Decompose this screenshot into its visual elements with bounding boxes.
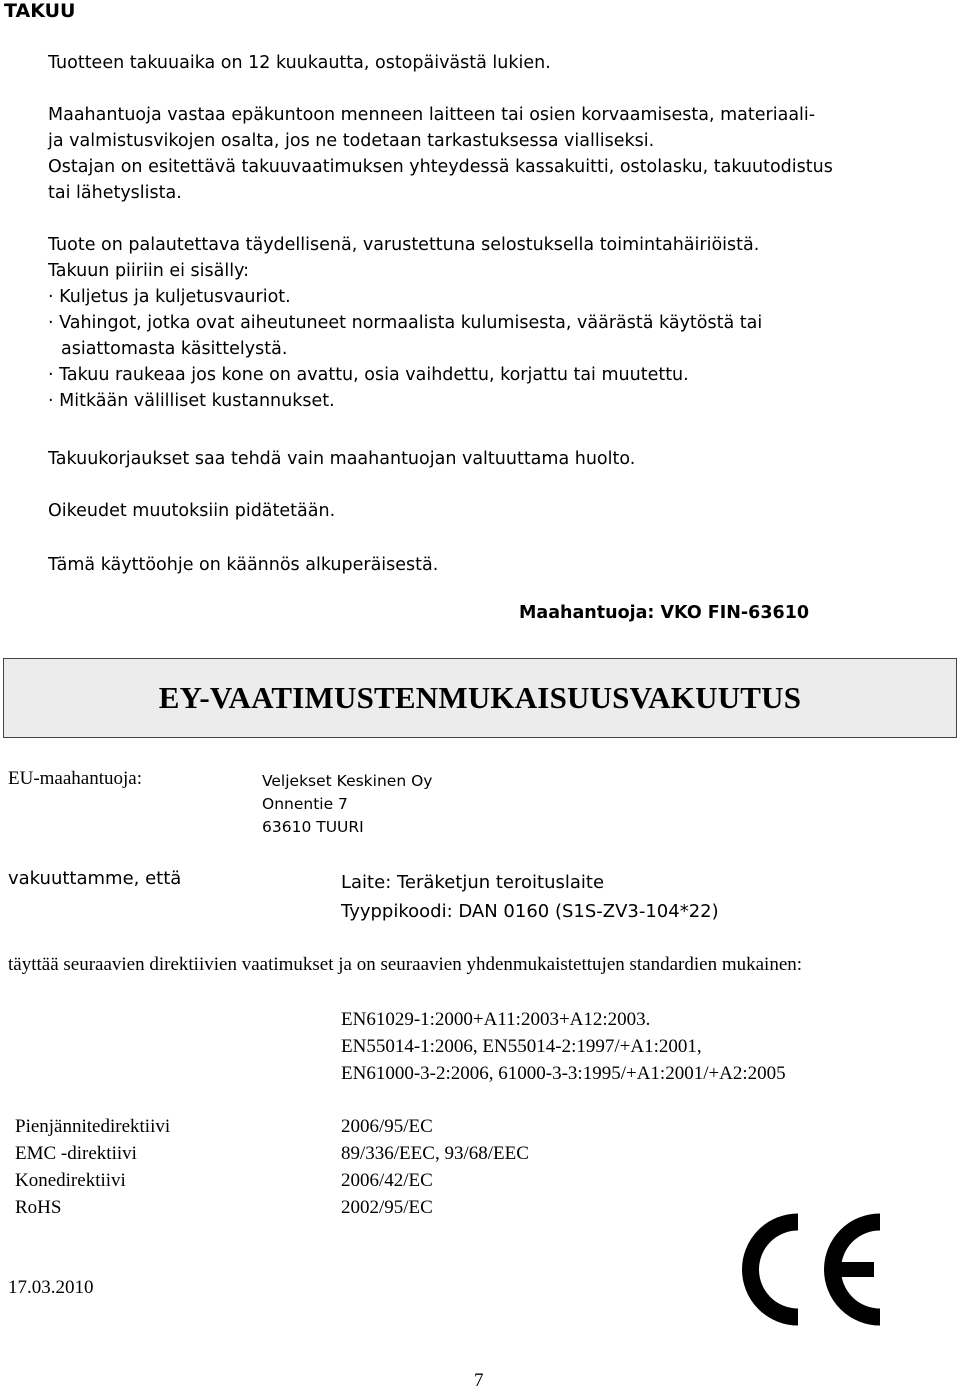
directive-value: 2006/42/EC [341, 1170, 433, 1191]
text-line: ja valmistusvikojen osalta, jos ne todetaan tarkastuksessa vialliseksi. [48, 131, 655, 151]
text-line: tai lähetyslista. [48, 183, 182, 203]
device-name: Laite: Teräketjun teroituslaite [341, 872, 605, 893]
directive-name: EMC -direktiivi [15, 1143, 137, 1164]
device-type-code: Tyyppikoodi: DAN 0160 (S1S-ZV3-104*22) [341, 901, 719, 922]
standard-line: EN61029-1:2000+A11:2003+A12:2003. [341, 1009, 651, 1030]
directive-name: Konedirektiivi [15, 1170, 126, 1191]
declare-label: vakuuttamme, että [8, 868, 182, 889]
device-info [341, 868, 719, 926]
company-street: Onnentie 7 [262, 795, 348, 813]
bullet-item: · Kuljetus ja kuljetusvauriot. [48, 287, 291, 307]
text-line: Maahantuoja vastaa epäkuntoon menneen laitteen tai osien korvaamisesta, materiaali- [48, 105, 816, 125]
text-line: Tuote on palautettava täydellisenä, varustettuna selostuksella toimintahäiriöistä. [48, 235, 760, 255]
standard-line: EN55014-1:2006, EN55014-2:1997/+A1:2001, [341, 1036, 702, 1057]
fulfils-statement: täyttää seuraavien direktiivien vaatimukset ja on seuraavien yhdenmukaistettujen standardien mukainen: [8, 954, 803, 975]
company-address [262, 770, 432, 839]
warranty-heading: TAKUU [4, 0, 76, 22]
directive-value: 2002/95/EC [341, 1197, 433, 1218]
company-city: 63610 TUURI [262, 818, 364, 836]
warranty-paragraph-liability [48, 102, 948, 206]
declaration-title: EY-VAATIMUSTENMUKAISUUSVAKUUTUS [158, 680, 802, 715]
bullet-item: · Vahingot, jotka ovat aiheutuneet normaalista kulumisesta, väärästä käytöstä tai [48, 313, 763, 333]
warranty-translation-text: Tämä käyttöohje on käännös alkuperäisestä. [48, 555, 439, 575]
directive-name: RoHS [15, 1197, 62, 1218]
ce-mark-icon [728, 1212, 890, 1327]
directive-name: Pienjännitedirektiivi [15, 1116, 171, 1137]
text-line: Ostajan on esitettävä takuuvaatimuksen yhteydessä kassakuitti, ostolasku, takuutodistus [48, 157, 833, 177]
directive-names [15, 1113, 170, 1221]
company-name: Veljekset Keskinen Oy [262, 772, 433, 790]
bullet-item: · Takuu raukeaa jos kone on avattu, osia vaihdettu, korjattu tai muutettu. [48, 365, 689, 385]
bullet-item: · Mitkään välilliset kustannukset. [48, 391, 335, 411]
directive-value: 2006/95/EC [341, 1116, 433, 1137]
bullet-continuation: asiattomasta käsittelystä. [61, 339, 288, 359]
directive-values [341, 1113, 529, 1221]
standards-list [341, 1006, 786, 1087]
warranty-period-text: Tuotteen takuuaika on 12 kuukautta, ostopäivästä lukien. [48, 53, 551, 73]
standard-line: EN61000-3-2:2006, 61000-3-3:1995/+A1:2001/+A2:2005 [341, 1063, 786, 1084]
page-number: 7 [474, 1370, 484, 1391]
directive-value: 89/336/EEC, 93/68/EEC [341, 1143, 529, 1164]
eu-importer-label: EU-maahantuoja: [8, 768, 143, 789]
warranty-paragraph-exclusions [48, 232, 948, 414]
importer-line: Maahantuoja: VKO FIN-63610 [519, 603, 810, 623]
warranty-repairs-text: Takuukorjaukset saa tehdä vain maahantuojan valtuuttama huolto. [48, 449, 636, 469]
warranty-rights-text: Oikeudet muutoksiin pidätetään. [48, 501, 336, 521]
declaration-title-box [3, 658, 957, 738]
declaration-date: 17.03.2010 [8, 1277, 94, 1298]
text-line: Takuun piiriin ei sisälly: [48, 261, 250, 281]
